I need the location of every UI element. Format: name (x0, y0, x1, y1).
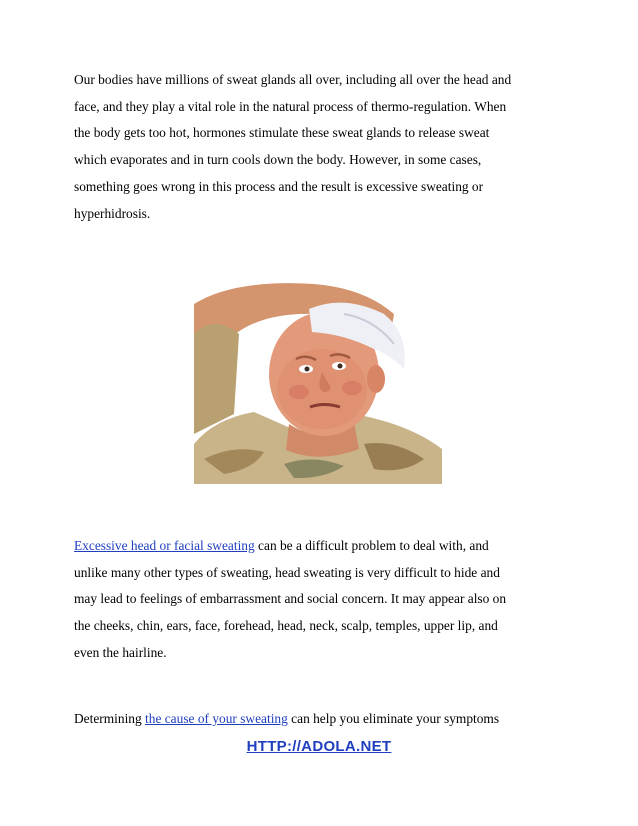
paragraph-line: the body gets too hot, hormones stimulate these sweat glands to release sweat (74, 125, 490, 141)
paragraph-line: something goes wrong in this process and the result is excessive sweating or (74, 178, 484, 194)
paragraph-line (74, 533, 574, 560)
paragraph-line: the cheeks, chin, ears, face, forehead, head, neck, scalp, temples, upper lip, and (74, 618, 498, 634)
sweating-man-photo (194, 274, 442, 484)
paragraph-line: even the hairline. (74, 644, 167, 660)
paragraph-line: hyperhidrosis. (74, 205, 151, 221)
paragraph-text: can be a difficult problem to deal with, and (254, 538, 489, 553)
paragraph-text: Determining (74, 711, 146, 726)
paragraph-text: can help you eliminate your symptoms (287, 711, 500, 726)
footer (0, 738, 638, 755)
cause-of-sweating-link[interactable]: the cause of your sweating (145, 711, 288, 726)
paragraph-line: face, and they play a vital role in the natural process of thermo-regulation. When (74, 98, 507, 114)
paragraph-line: which evaporates and in turn cools down the body. However, in some cases, (74, 152, 482, 168)
paragraph-line: Our bodies have millions of sweat glands all over, including all over the head and (74, 72, 512, 87)
paragraph-line: unlike many other types of sweating, head sweating is very difficult to hide and (74, 564, 500, 580)
cause-paragraph (74, 706, 574, 733)
intro-paragraph (74, 67, 574, 227)
paragraph-line (74, 706, 574, 733)
sweating-man-illustration (194, 274, 442, 484)
facial-sweating-paragraph (74, 533, 574, 667)
website-link[interactable]: HTTP://ADOLA.NET (246, 738, 392, 755)
paragraph-line: may lead to feelings of embarrassment and social concern. It may appear also on (74, 591, 507, 607)
excessive-facial-sweating-link[interactable]: Excessive head or facial sweating (74, 538, 255, 553)
